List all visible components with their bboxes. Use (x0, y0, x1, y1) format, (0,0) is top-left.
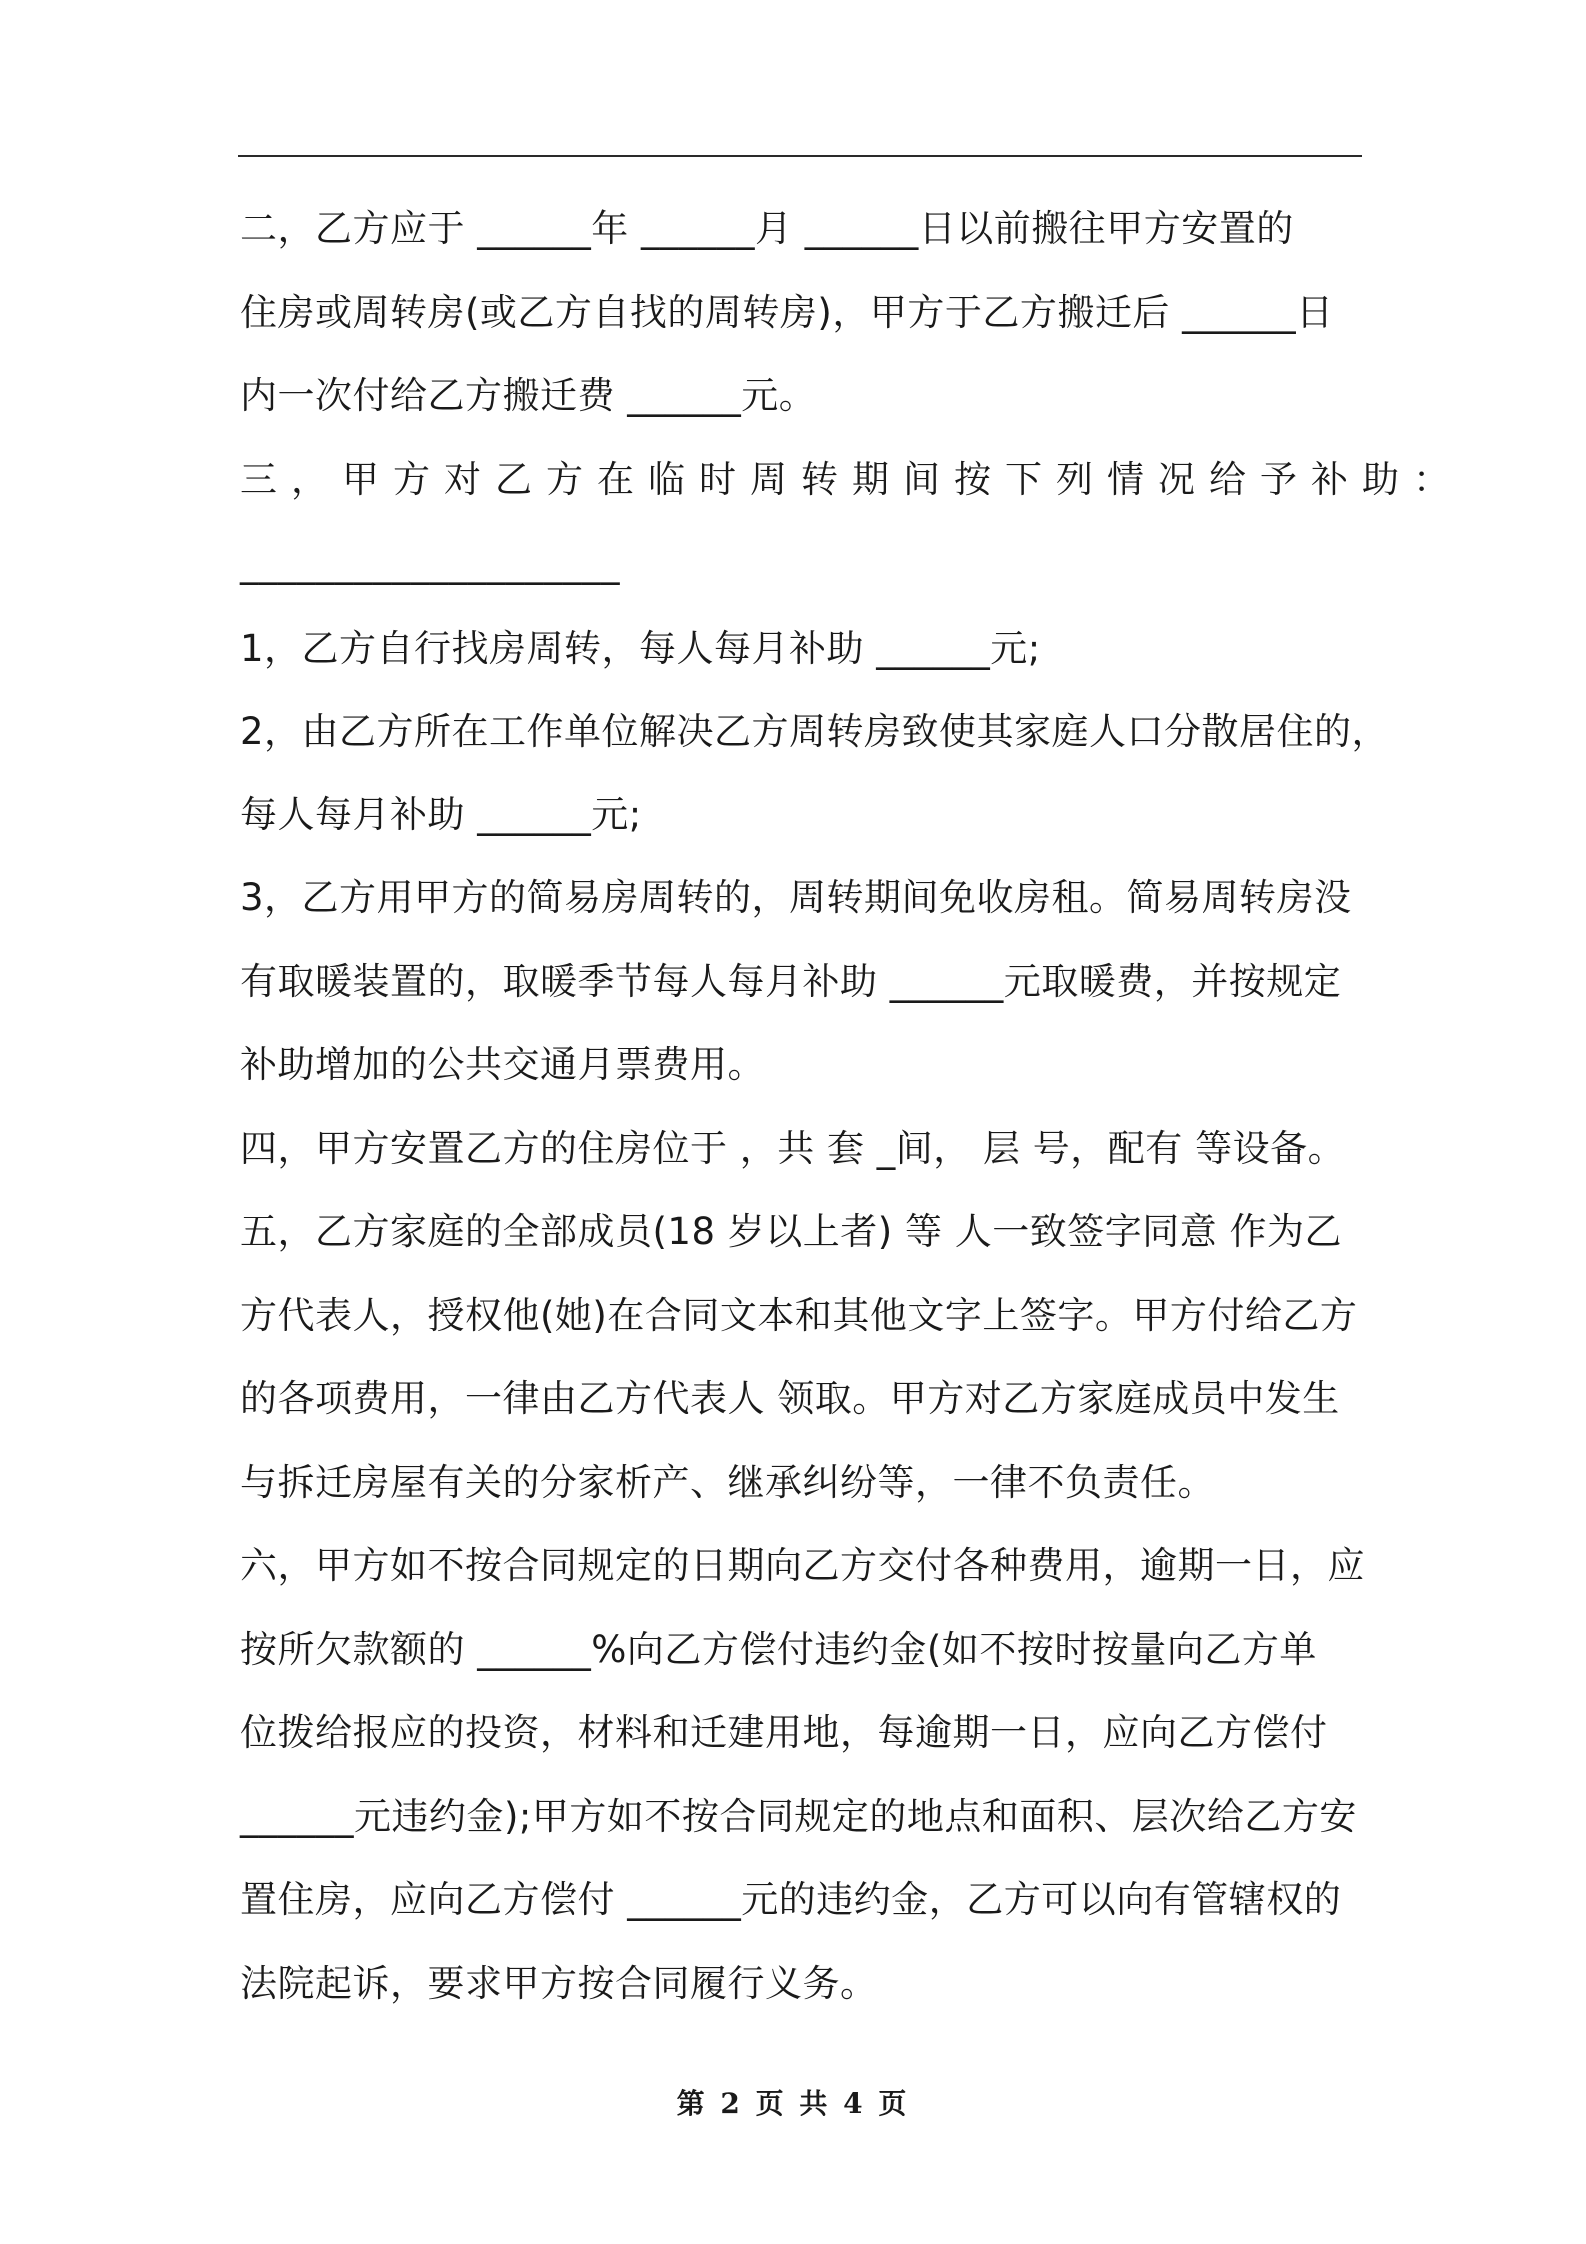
clause-2-line-2: 住房或周转房(或乙方自找的周转房)，甲方于乙方搬迁后 ______日 (240, 291, 1334, 334)
clause-5-line-2: 方代表人，授权他(她)在合同文本和其他文字上签字。甲方付给乙方 (240, 1294, 1358, 1337)
clause-5-line-4: 与拆迁房屋有关的分家析产、继承纠纷等，一律不负责任。 (240, 1461, 1215, 1504)
clause-3-blank-line: ____________________ (240, 542, 620, 585)
clause-3-item-1: 1，乙方自行找房周转，每人每月补助 ______元; (240, 627, 1041, 670)
clause-3-item-3-line-2: 有取暖装置的，取暖季节每人每月补助 ______元取暖费，并按规定 (240, 960, 1342, 1003)
clause-4-line-1: 四，甲方安置乙方的住房位于 ，共 套 _间， 层 号，配有 等设备。 (240, 1127, 1346, 1170)
clause-3-item-3-line-1: 3，乙方用甲方的简易房周转的，周转期间免收房租。简易周转房没 (240, 876, 1352, 919)
clause-6-line-4: ______元违约金);甲方如不按合同规定的地点和面积、层次给乙方安 (240, 1795, 1357, 1838)
page-number-footer: 第 2 页 共 4 页 (676, 2087, 910, 2120)
clause-6-line-5: 置住房，应向乙方偿付 ______元的违约金，乙方可以向有管辖权的 (240, 1878, 1342, 1921)
clause-6-line-6: 法院起诉，要求甲方按合同履行义务。 (240, 1962, 878, 2005)
header-rule (238, 155, 1362, 157)
clause-3-item-3-line-3: 补助增加的公共交通月票费用。 (240, 1043, 765, 1086)
clause-5-line-1: 五，乙方家庭的全部成员(18 岁以上者) 等 人一致签字同意 作为乙 (240, 1210, 1342, 1253)
clause-6-line-3: 位拨给报应的投资，材料和迁建用地，每逾期一日，应向乙方偿付 (240, 1711, 1328, 1754)
clause-2-line-1: 二，乙方应于 ______年 ______月 ______日以前搬往甲方安置的 (240, 207, 1294, 250)
clause-2-line-3: 内一次付给乙方搬迁费 ______元。 (240, 374, 817, 417)
clause-5-line-3: 的各项费用，一律由乙方代表人 领取。甲方对乙方家庭成员中发生 (240, 1377, 1340, 1420)
clause-3-item-2-line-2: 每人每月补助 ______元; (240, 793, 642, 836)
clause-6-line-1: 六，甲方如不按合同规定的日期向乙方交付各种费用，逾期一日，应 (240, 1544, 1365, 1587)
clause-6-line-2: 按所欠款额的 ______%向乙方偿付违约金(如不按时按量向乙方单 (240, 1628, 1317, 1671)
clause-3-heading: 三，甲方对乙方在临时周转期间按下列情况给予补助： (240, 458, 1464, 501)
clause-3-item-2-line-1: 2，由乙方所在工作单位解决乙方周转房致使其家庭人口分散居住的， (240, 710, 1390, 753)
